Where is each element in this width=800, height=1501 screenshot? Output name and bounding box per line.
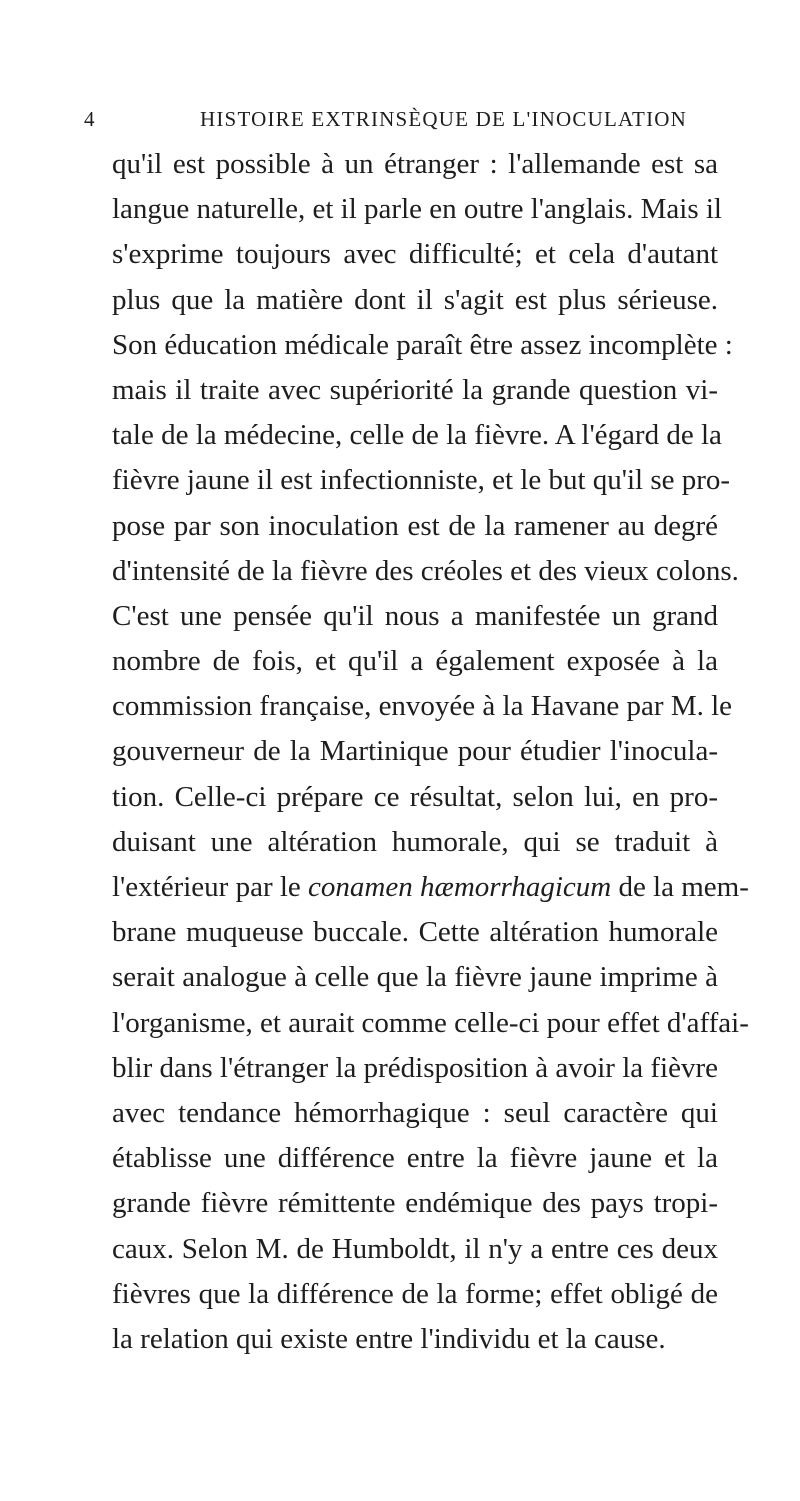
text-line: plus que la matière dont il s'agit est plus sérieuse. xyxy=(112,283,718,316)
body-text xyxy=(112,142,749,1362)
text-line: tale de la médecine, celle de la fièvre. A l'égard de la xyxy=(112,419,722,452)
text-line: avec tendance hémorrhagique : seul caractère qui xyxy=(112,1096,718,1129)
text-line: gouverneur de la Martinique pour étudier l'inocula- xyxy=(112,735,718,768)
text-line-with-italic xyxy=(112,865,749,910)
text-segment: l'extérieur par le xyxy=(112,871,309,903)
text-line: fièvres que la différence de la forme; effet obligé de xyxy=(112,1277,718,1310)
text-line: Son éducation médicale paraît être assez incomplète : xyxy=(112,328,733,361)
text-line: serait analogue à celle que la fièvre jaune imprime à xyxy=(112,961,718,994)
text-line: langue naturelle, et il parle en outre l'anglais. Mais il xyxy=(112,193,722,226)
running-header xyxy=(84,107,717,137)
text-line: mais il traite avec supériorité la grande question vi- xyxy=(112,373,718,406)
italic-term: conamen hæmorrhagicum xyxy=(308,871,612,903)
text-line: blir dans l'étranger la prédisposition à avoir la fièvre xyxy=(112,1051,718,1084)
text-line: brane muqueuse buccale. Cette altération humorale xyxy=(112,916,718,949)
running-title: HISTOIRE EXTRINSÈQUE DE L'INOCULATION xyxy=(200,107,687,131)
text-line: commission française, envoyée à la Havane par M. le xyxy=(112,690,733,723)
text-line: nombre de fois, et qu'il a également exposée à la xyxy=(112,645,718,678)
text-line: qu'il est possible à un étranger : l'allemande est sa xyxy=(112,148,718,180)
text-line: la relation qui existe entre l'individu et la cause. xyxy=(112,1322,666,1355)
text-line: tion. Celle-ci prépare ce résultat, selon lui, en pro- xyxy=(112,780,718,813)
text-line: pose par son inoculation est de la ramener au degré xyxy=(112,509,718,542)
text-line: fièvre jaune il est infectionniste, et le but qu'il se pro- xyxy=(112,464,731,497)
text-line: l'organisme, et aurait comme celle-ci pour effet d'affai- xyxy=(112,1006,749,1039)
text-line: caux. Selon M. de Humboldt, il n'y a entre ces deux xyxy=(112,1232,718,1265)
text-line: établisse une différence entre la fièvre jaune et la xyxy=(112,1142,718,1175)
text-segment: de la mem- xyxy=(611,871,749,903)
text-line: C'est une pensée qu'il nous a manifestée un grand xyxy=(112,599,718,632)
page-number: 4 xyxy=(84,107,95,131)
text-line: grande fièvre rémittente endémique des pays tropi- xyxy=(112,1187,718,1220)
text-line: d'intensité de la fièvre des créoles et des vieux colons. xyxy=(112,554,739,587)
text-line: duisant une altération humorale, qui se traduit à xyxy=(112,825,718,858)
text-line: s'exprime toujours avec difficulté; et cela d'autant xyxy=(112,238,718,271)
